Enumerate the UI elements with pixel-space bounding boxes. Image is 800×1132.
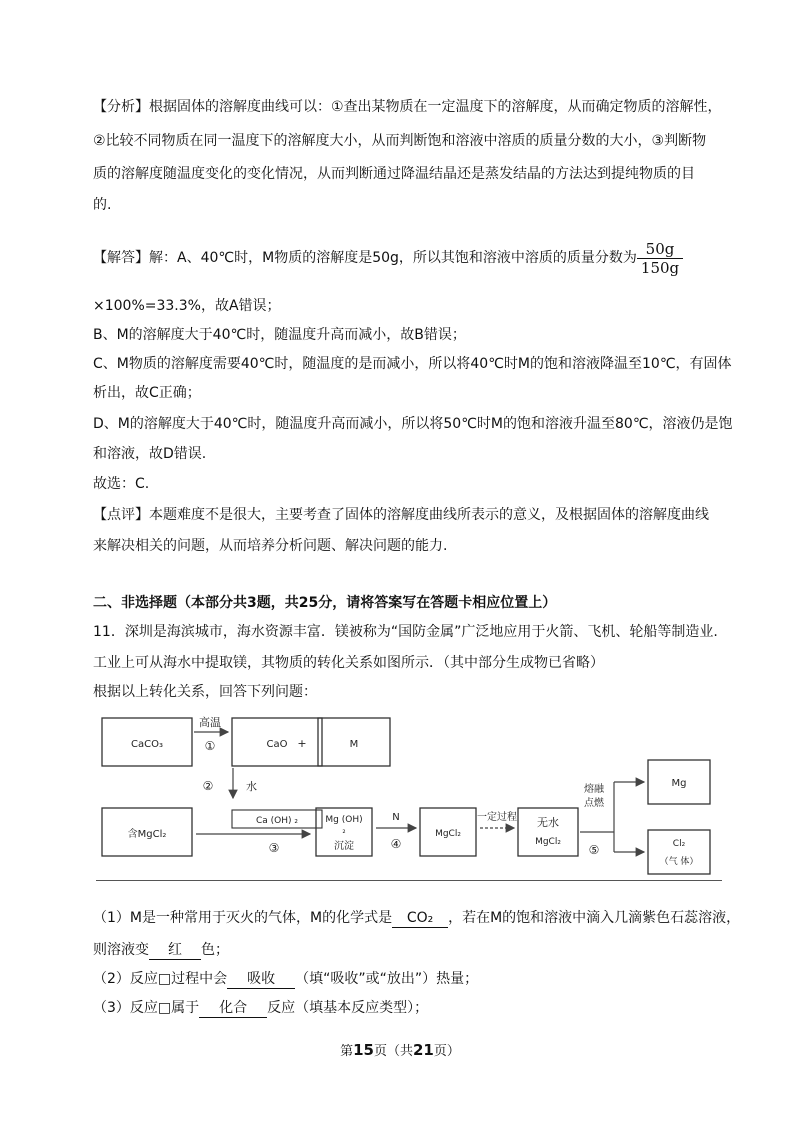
- plus-sign: +: [297, 737, 307, 750]
- answer-text: 则溶液变: [93, 942, 149, 958]
- footer-text: 页）: [433, 1044, 460, 1059]
- fraction: [637, 240, 683, 277]
- condition-label: 熔融: [584, 784, 604, 795]
- condition-label: 高温: [199, 716, 221, 729]
- footer-text: 页（共: [373, 1044, 413, 1059]
- page-number: 15: [353, 1041, 374, 1059]
- page-footer: [0, 1040, 800, 1059]
- answer-blank: CO₂: [392, 909, 448, 928]
- analysis-line: 的.: [93, 197, 112, 213]
- answer-text: （1）M是一种常用于灭火的气体，M的化学式是: [93, 910, 393, 926]
- answer-text: （填“吸收”或“放出”）热量；: [295, 971, 479, 987]
- cl2-label: Cl₂: [672, 839, 686, 849]
- answer-line: 析出，故C正确；: [93, 385, 201, 401]
- answer-item: [93, 969, 478, 989]
- caoh2-label: Ca (OH) ₂: [255, 816, 299, 826]
- mgcl2-label: MgCl₂: [435, 829, 461, 839]
- mgoh2-label: Mg (OH): [325, 815, 363, 825]
- mgoh2-subscript: ₂: [342, 826, 346, 835]
- comment-line: 【点评】本题难度不是很大，主要考查了固体的溶解度曲线所表示的意义，及根据固体的溶解度曲线: [93, 507, 709, 523]
- analysis-line: 质的溶解度随温度变化的变化情况，从而判断通过降温结晶还是蒸发结晶的方法达到提纯物质的目: [93, 166, 695, 182]
- question-line: 工业上可从海水中提取镁，其物质的转化关系如图所示．（其中部分生成物已省略）: [93, 655, 604, 671]
- cao-label: CaO: [266, 739, 288, 750]
- caco3-label: CaCO₃: [131, 739, 163, 750]
- answer-item: [93, 998, 428, 1018]
- answer-text: （3）反应□属于: [93, 1000, 200, 1016]
- comment-line: 来解决相关的问题，从而培养分析问题、解决问题的能力.: [93, 538, 448, 554]
- fraction-denominator: 150g: [640, 258, 680, 277]
- process-flow-diagram: [96, 712, 716, 882]
- answer-line: 【解答】解：A、40℃时，M物质的溶解度是50g，所以其饱和溶液中溶质的质量分数为: [93, 250, 637, 266]
- answer-text: 色；: [201, 942, 229, 958]
- answer-text: 反应（填基本反应类型）；: [267, 1000, 429, 1016]
- step-number: ⑤: [588, 843, 600, 857]
- precipitate-label: 沉淀: [334, 841, 354, 852]
- condition-label: 点燃: [584, 798, 604, 809]
- question-line: 根据以上转化关系，回答下列问题：: [93, 684, 317, 700]
- analysis-line: ②比较不同物质在同一温度下的溶解度大小，从而判断饱和溶液中溶质的质量分数的大小，③判断物: [93, 133, 707, 149]
- step-number: ②: [202, 779, 214, 793]
- answer-line-fraction: [93, 238, 683, 278]
- answer-text: （2）反应□过程中会: [93, 971, 228, 987]
- answer-line: D、M的溶解度大于40℃时，随温度升高而减小，所以将50℃时M的饱和溶液升温至80℃，溶液仍是饱: [93, 416, 733, 432]
- m-label: M: [349, 739, 359, 750]
- answer-text: ，若在M的饱和溶液中滴入几滴紫色石蕊溶液，: [448, 910, 741, 926]
- answer-blank: 红: [149, 941, 201, 960]
- process-label: 一定过程: [477, 812, 517, 823]
- reagent-label: 水: [246, 780, 257, 793]
- answer-line: ×100%=33.3%，故A错误；: [93, 298, 281, 314]
- question-line: 11．深圳是海滨城市，海水资源丰富．镁被称为“国防金属”广泛地应用于火箭、飞机、轮船等制造业.: [93, 624, 718, 640]
- answer-item: [93, 908, 740, 928]
- mgcl2-source-label: 含MgCl₂: [127, 829, 167, 840]
- analysis-line: 【分析】根据固体的溶解度曲线可以：①查出某物质在一定温度下的溶解度，从而确定物质的溶解性，: [93, 99, 722, 115]
- anhydrous-formula: MgCl₂: [535, 837, 561, 847]
- divider: [96, 880, 722, 881]
- gas-label: （气 体）: [659, 857, 699, 867]
- page-total: 21: [413, 1041, 434, 1059]
- answer-item: [93, 940, 229, 960]
- answer-blank: 化合: [199, 999, 267, 1018]
- answer-line: B、M的溶解度大于40℃时，随温度升高而减小，故B错误；: [93, 327, 466, 343]
- step-number: ①: [204, 739, 216, 753]
- answer-line: 和溶液，故D错误.: [93, 446, 207, 462]
- answer-line: 故选：C.: [93, 476, 150, 492]
- anhydrous-label: 无水: [537, 816, 559, 829]
- answer-line: C、M物质的溶解度需要40℃时，随温度的是而减小，所以将40℃时M的饱和溶液降温至10℃，有固体: [93, 356, 732, 372]
- step-number: ③: [268, 841, 280, 855]
- mg-label: Mg: [671, 778, 687, 789]
- answer-blank: 吸收: [227, 970, 295, 989]
- fraction-numerator: 50g: [637, 240, 683, 259]
- section-heading: 二、非选择题（本部分共3题，共25分，请将答案写在答题卡相应位置上）: [93, 595, 557, 611]
- reagent-n-label: N: [392, 812, 400, 823]
- footer-text: 第: [340, 1044, 354, 1059]
- cl2-box: [648, 830, 710, 874]
- step-number: ④: [390, 837, 402, 851]
